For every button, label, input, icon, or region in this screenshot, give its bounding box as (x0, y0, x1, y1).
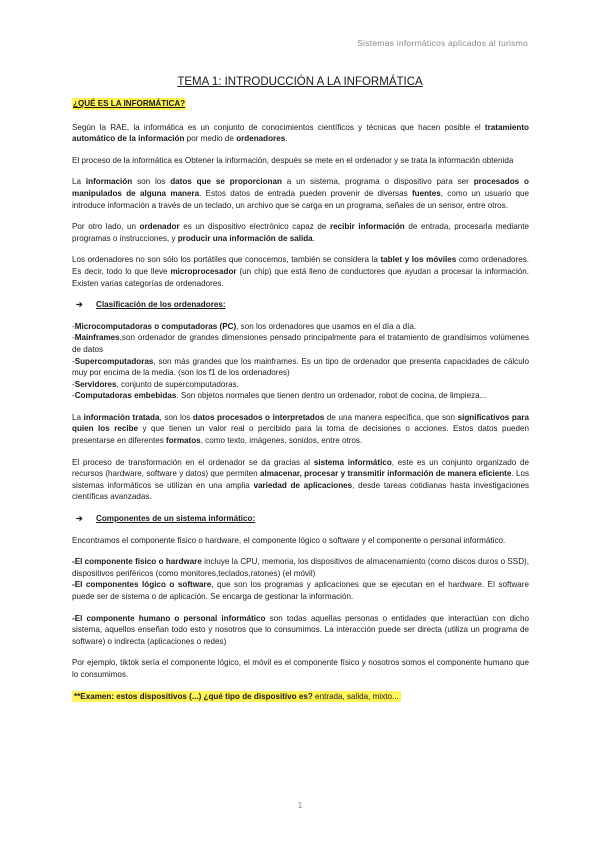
text-run: . Son objetos normales que tienen dentro un ordenador, robot de cocina, de limpieza... (176, 391, 487, 401)
text-run: El proceso de la informática es Obtener la información, después se mete en el ordenador y se trata la información obtenida (72, 155, 514, 165)
text-run: Encontramos el componente físico o hardware, el componente lógico o software y el componente o personal informático. (72, 535, 506, 545)
list-item (72, 390, 529, 402)
text-run: , este es un conjunto organizado de recursos (hardware, software y datos) que permiten (72, 457, 529, 479)
text-run: , desde tareas cotidianas hasta investigaciones científicas avanzadas. (72, 480, 529, 502)
bold-text: tratamiento automático de la información (72, 122, 529, 144)
classification-heading (72, 299, 529, 311)
text-run: de una manera específica, que son (324, 412, 458, 422)
paragraph-computer (72, 221, 529, 244)
bold-text: datos que se proporcionan (170, 177, 282, 187)
list-item (72, 356, 529, 379)
exam-note (72, 691, 401, 702)
bold-text: Supercomputadoras (74, 356, 154, 366)
paragraph-components-intro (72, 535, 529, 547)
bold-text: almacenar, procesar y transmitir información de manera eficiente (259, 469, 512, 479)
text-run: , conjunto de supercomputadoras. (116, 379, 239, 389)
text-run: incluye la CPU, memoria, los dispositivos de almacenamiento (como discos duros o SSD), dispositivos periféricos (como monitores,teclados,ratones) (el móvil) (72, 557, 529, 578)
text-run: , son los (159, 412, 193, 422)
text-run: La (72, 177, 86, 187)
list-item (72, 556, 529, 579)
bold-text: recibir información (330, 222, 405, 232)
text-run: . (285, 134, 288, 144)
bold-text: variedad de aplicaciones (253, 480, 353, 490)
text-run: ,son ordenador de grandes dimensiones pensado principalmente para el tratamiento de grandísimos volúmenes de datos (72, 333, 529, 354)
bold-text: formatos (166, 436, 201, 446)
bold-text: ordenador (139, 222, 180, 232)
text-run: Por otro lado, un (72, 222, 140, 232)
paragraph-information (72, 176, 529, 211)
bold-text: -El componente humano o personal informático (72, 613, 266, 623)
bold-text: **Examen: estos dispositivos (...) ¿qué tipo de dispositivo es? (74, 691, 313, 701)
bold-text: Microcomputadoras o computadoras (PC) (74, 321, 237, 331)
section-heading: ¿QUÉ ES LA INFORMÁTICA? (73, 99, 186, 108)
text-run: - (72, 321, 75, 331)
bold-text: sistema informático (313, 457, 392, 467)
text-run: . Los sistemas informáticos se utilizan en una amplia (72, 469, 529, 490)
bold-text: producir una información de salida (177, 233, 313, 243)
text-run: Por ejemplo, tiktok sería el componente lógico, el móvil es el componente físico y nosotros somos el componente humano que lo consumimos. (72, 658, 529, 679)
text-run: entrada, salida, mixto... (312, 691, 399, 701)
list-item (72, 332, 529, 355)
list-item (72, 321, 529, 333)
bold-text: significativos para quien los recibe (72, 412, 529, 434)
list-item (72, 379, 529, 391)
text-run: El proceso de transformación en el ordenador se da gracias al (72, 457, 314, 467)
bold-text: ordenadores (236, 134, 286, 144)
bold-text: información (85, 177, 133, 187)
text-run: La (72, 412, 84, 422)
paragraph-process (72, 155, 529, 167)
text-run: , son más grandes que los mainframes. Es un tipo de ordenador que presenta capacidades de cálculo muy por encima de la media. (son los f1 de los ordenadores) (72, 356, 529, 378)
paragraph-processed-info (72, 412, 529, 447)
document-body (72, 98, 529, 712)
bold-text: microprocesador (170, 266, 237, 276)
components-heading (72, 513, 529, 525)
text-run: como ordenadores. Es decir, todo lo que lleve (72, 255, 529, 276)
text-run: y que tienen un valor real o percibido para la toma de decisiones o acciones. Estos datos pueden presentarse en diferentes (72, 424, 529, 446)
text-run: de entrada, procesarla mediante programas o instrucciones, y (72, 222, 529, 243)
arrow-icon: ➔ (76, 514, 83, 524)
page-number: 1 (297, 800, 303, 810)
bold-text: Mainframes (74, 333, 120, 343)
paragraph-example (72, 657, 529, 680)
text-run: , son los ordenadores que usamos en el día a día. (236, 321, 417, 331)
bold-text: información tratada (83, 412, 160, 422)
paragraph-rae-definition (72, 122, 529, 145)
text-run: a un sistema, programa o dispositivo para ser (281, 177, 474, 187)
text-run: por medio de (184, 134, 237, 144)
classification-heading-text: Clasificación de los ordenadores: (96, 300, 226, 310)
page-title-wrap (0, 72, 600, 90)
text-run: - (72, 333, 75, 343)
exam-note-wrap (72, 691, 529, 703)
text-run: - (72, 391, 75, 401)
arrow-icon: ➔ (76, 300, 83, 310)
paragraph-computer-types (72, 254, 529, 289)
text-run: Según la RAE, la informática es un conjunto de conocimientos científicos y técnicas que hacen posible el (72, 122, 485, 132)
paragraph-human-component (72, 613, 529, 648)
text-run: son todas aquellas personas o entidades que interactúan con dicho sistema, aquellos enseñan todo esto y nosotros que lo consumimos. La interacción puede ser directa (utiliza un programa de software) o indirecta (aplicaciones o redes) (72, 613, 529, 646)
page-title: TEMA 1: INTRODUCCIÓN A LA INFORMÁTICA (177, 76, 423, 88)
text-run: , como un usuario que introduce información a través de un teclado, un archivo que se carga en un programa, señales de un sensor, entre otros. (72, 188, 530, 210)
classification-list (72, 321, 529, 402)
paragraph-system (72, 457, 529, 503)
text-run: (un chip) que está lleno de conductores que ayudan a procesar la información. Existen varias categorías de ordenadores. (72, 266, 529, 288)
text-run: , como texto, imágenes, sonidos, entre otros. (200, 436, 363, 446)
text-run: Los ordenadores no son sólo los portátiles que conocemos, también se considera la (72, 255, 381, 265)
text-run: - (72, 379, 75, 389)
bold-text: tablet y los móviles (380, 255, 457, 265)
text-run: es un dispositivo electrónico capaz de (179, 222, 331, 232)
text-run: son los (132, 177, 171, 187)
text-run: . Estos datos de entrada pueden provenir de diversas (199, 188, 412, 198)
text-run: - (72, 356, 75, 366)
text-run: , que son los programas y aplicaciones que se ejecutan en el hardware. El software puede ser de sistema o de aplicación. Se encarga de gestionar la información. (72, 580, 529, 601)
components-list (72, 556, 529, 602)
bold-text: procesados o manipulados de alguna manera (72, 177, 529, 198)
bold-text: -El componente físico o hardware (72, 557, 202, 567)
bold-text: Computadoras embebidas (74, 391, 177, 401)
text-run: . (312, 233, 315, 243)
components-heading-text: Componentes de un sistema informático: (96, 514, 256, 524)
list-item (72, 579, 529, 602)
bold-text: Servidores (74, 379, 117, 389)
bold-text: -El componentes lógico o software (72, 580, 212, 590)
running-header: Sistemas informáticos aplicados al turismo (357, 38, 528, 48)
bold-text: fuentes (411, 188, 441, 198)
bold-text: datos procesados o interpretados (192, 412, 325, 422)
